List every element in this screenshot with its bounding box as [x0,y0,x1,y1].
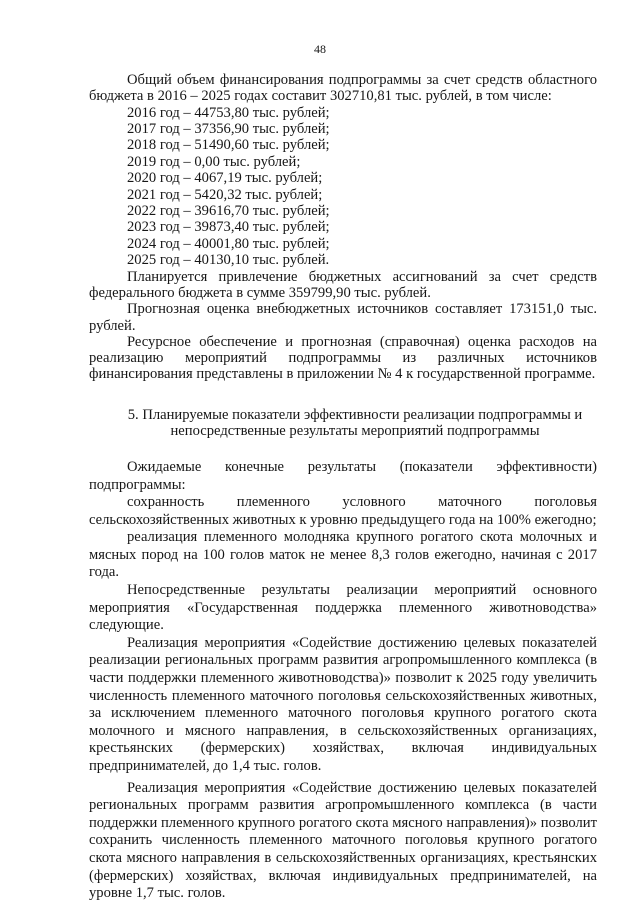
measure-2-paragraph: Реализация мероприятия «Содействие достижению целевых показателей региональных программ развития агропромышленного комплекса (в части поддержки племенного крупного рогатого скота мясного направления)» позволит сохранить численность племенного маточного поголовья крупного рогатого скота мясного направления в сельскохозяйственных организациях, крестьянских (фермерских) хозяйствах, включая индивидуальных предпринимателей, на уровне 1,7 тыс. голов. [89,779,597,902]
preservation-paragraph: сохранность племенного условного маточного поголовья сельскохозяйственных животных к уровню предыдущего года на 100% ежегодно; [89,494,597,528]
direct-results-paragraph: Непосредственные результаты реализации мероприятий основного мероприятия «Государственная поддержка племенного животноводства» следующие. [89,582,597,634]
year-item: 2022 год – 39616,70 тыс. рублей; [127,203,330,220]
year-item: 2021 год – 5420,32 тыс. рублей; [127,186,323,203]
year-item: 2025 год – 40130,10 тыс. рублей. [127,252,330,269]
year-item: 2023 год – 39873,40 тыс. рублей; [127,219,330,236]
year-item: 2017 год – 37356,90 тыс. рублей; [127,121,330,137]
year-item: 2020 год – 4067,19 тыс. рублей; [127,170,323,187]
federal-budget-paragraph: Планируется привлечение бюджетных ассигнований за счет средств федерального бюджета в сумме 359799,90 тыс. рублей. [89,268,597,301]
year-item: 2018 год – 51490,60 тыс. рублей; [127,137,330,154]
funding-intro-paragraph: Общий объем финансирования подпрограммы за счет средств областного бюджета в 2016 – 2025 годах составит 302710,81 тыс. рублей, в том числе: [89,72,597,105]
measure-1-paragraph: Реализация мероприятия «Содействие достижению целевых показателей реализации региональных программ развития агропромышленного комплекса (в части поддержки племенного животноводства)» позволит к 2025 году увеличить численность племенного маточного поголовья сельскохозяйственных животных, за исключением племенного маточного поголовья крупного рогатого скота молочного и мясного направления, в сельскохозяйственных организациях, крестьянских (фермерских) хозяйствах, включая индивидуальных предпринимателей, до 1,4 тыс. голов. [89,634,597,775]
section-heading-line-1: 5. Планируемые показатели эффективности реализации подпрограммы и [127,406,583,423]
section-heading-line-2: непосредственные результаты мероприятий подпрограммы [170,423,540,440]
year-item: 2019 год – 0,00 тыс. рублей; [127,153,301,170]
extrabudget-paragraph: Прогнозная оценка внебюджетных источников составляет 173151,0 тыс. рублей. [89,301,597,334]
year-item: 2024 год – 40001,80 тыс. рублей; [127,235,330,252]
year-item: 2016 год – 44753,80 тыс. рублей; [127,104,330,121]
resource-paragraph: Ресурсное обеспечение и прогнозная (справочная) оценка расходов на реализацию мероприятий подпрограммы из различных источников финансирования представлены в приложении № 4 к государственной программе. [89,333,597,383]
realization-paragraph: реализация племенного молодняка крупного рогатого скота молочных и мясных пород на 100 голов маток не менее 8,3 голов ежегодно, начиная с 2017 года. [89,529,597,581]
section-heading [89,407,597,440]
page-number: 48 [314,42,326,56]
body-text [89,72,597,903]
yearly-funding-list [89,105,597,269]
expected-results-paragraph: Ожидаемые конечные результаты (показатели эффективности) подпрограммы: [89,458,597,493]
